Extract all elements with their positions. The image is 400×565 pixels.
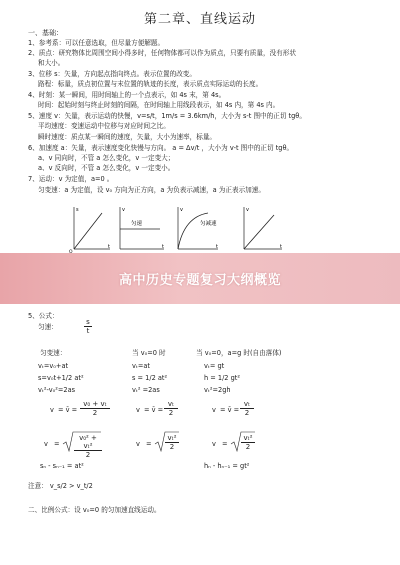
col2-heading: 当 v₀=0 时: [132, 349, 166, 357]
fraction-denominator: 2: [169, 443, 175, 451]
fraction-denominator: t: [86, 327, 90, 335]
uniform-label: 匀速：: [38, 323, 58, 331]
axis-label-v: v: [180, 207, 183, 213]
fraction-numerator: vₜ²: [243, 434, 253, 442]
mid-velocity-v: v: [212, 406, 216, 414]
text-line: 2、质点：研究物体比周围空间小得多时，任何物体都可以作为质点，只要有质量，没有形状: [28, 49, 296, 57]
text-line: 时间：起始时刻与终止时刻的间隔，在时间轴上用线段表示，如 4s 内，第 4s 内。: [38, 101, 280, 109]
text-line: 匀变速：a 为定值，设 v₀ 方向为正方向，a 为负表示减速，a 为正表示加速。: [38, 186, 265, 194]
fraction-numerator: vₜ: [243, 400, 251, 408]
formula-cell: vₜ²=2gh: [204, 386, 231, 394]
axis-label-o: O: [69, 250, 73, 253]
formula-cell: vₜ=v₀+at: [38, 362, 69, 370]
mid-velocity-fraction: [240, 400, 254, 417]
graph-st-uniform: [69, 207, 110, 253]
graph-label-uniform: 匀速: [131, 221, 143, 227]
pos-velocity-v: v: [44, 440, 48, 448]
formula-cell: vₜ=at: [132, 362, 150, 370]
section-heading-basics: 一、基础：: [28, 29, 63, 37]
pos-velocity-fraction: [165, 434, 179, 451]
fraction-numerator: v₀² + vₜ²: [79, 434, 97, 450]
formula-cell: vₜ² =2as: [132, 386, 160, 394]
formula-cell: vₜ= gt: [204, 362, 225, 370]
text-line: 6、加速度 a：矢量，表示速度变化快慢与方向。 a = Δv/t ，大小为 v-t 图中的正切 tgθ。: [28, 144, 294, 152]
graph-label-decel: 匀减速: [200, 221, 217, 227]
formula-cell: hₙ - hₙ₋₁ = gt²: [204, 462, 250, 470]
section-heading-ratios: 二、比例公式：设 v₀=0 的匀加速直线运动。: [28, 506, 161, 514]
formula-cell: vₜ²-v₀²=2as: [38, 386, 76, 394]
fraction-numerator: vₜ: [167, 400, 175, 408]
fraction-denominator: 2: [244, 409, 250, 417]
col1-heading: 匀变速：: [40, 349, 67, 357]
axis-label-t: t: [280, 244, 282, 250]
fraction-denominator: 2: [168, 409, 174, 417]
title-banner: [0, 253, 400, 304]
axis-label-v: v: [122, 207, 125, 213]
mid-velocity-fraction: [80, 400, 110, 417]
pos-velocity-fraction: [74, 434, 102, 459]
graph-vt-decel: [244, 207, 282, 250]
motion-graphs: [68, 203, 298, 253]
text-line: a、v 反向时，不管 a 怎么变化，v 一定变小。: [38, 164, 175, 172]
formula-cell: s=v₀t+1/2 at²: [38, 374, 84, 382]
axis-label-v: v: [246, 207, 249, 213]
pos-velocity-eq: =: [222, 440, 228, 448]
axis-label-t: t: [108, 244, 110, 250]
formula-cell: h = 1/2 gt²: [204, 374, 241, 382]
text-line: 路程：标量，质点初位置与末位置的轨迹的长度，表示质点实际运动的长度。: [38, 80, 263, 88]
text-line: 7、运动：v 为定值，a=0 。: [28, 175, 114, 183]
text-line: 3、位移 s：矢量，方向起点指向终点。表示位置的改变。: [28, 70, 196, 78]
mid-velocity-eq: = v̄ =: [144, 406, 164, 414]
text-line: 4、时刻：某一瞬间，用时间轴上的一个点表示，如 4s 末，第 4s。: [28, 91, 226, 99]
axis-label-t: t: [162, 244, 164, 250]
fraction-denominator: 2: [92, 409, 98, 417]
text-line: 5、速度 v：矢量，表示运动的快慢，v=s/t，1m/s = 3.6km/h，大小为 s-t 图中的正切 tgθ。: [28, 112, 306, 120]
fraction-denominator: 2: [245, 443, 251, 451]
pos-velocity-v: v: [212, 440, 216, 448]
note-line: 注意： v_s/2 > v_t/2: [28, 482, 93, 490]
pos-velocity-v: v: [136, 440, 140, 448]
pos-velocity-fraction: [241, 434, 255, 451]
text-line: a、v 同向时，不管 a 怎么变化，v 一定变大；: [38, 154, 175, 162]
section-heading-formulas: 5、公式：: [28, 312, 59, 320]
mid-velocity-v: v: [136, 406, 140, 414]
col3-heading: 当 v₀=0，a=g 时(自由落体): [196, 349, 282, 357]
pos-velocity-eq: =: [54, 440, 60, 448]
fraction-numerator: s: [86, 318, 90, 326]
text-line: 1、参考系：可以任意选取，但尽量方便解题。: [28, 39, 165, 47]
mid-velocity-fraction: [164, 400, 178, 417]
text-line: 瞬时速度：质点某一瞬间的速度，矢量，大小为速率，标量。: [38, 133, 217, 141]
axis-label-s: s: [76, 207, 79, 213]
fraction-numerator: vₜ²: [167, 434, 177, 442]
banner-text: 高中历史专题复习大纲概览: [118, 273, 281, 288]
formula-cell: s = 1/2 at²: [132, 374, 168, 382]
text-line: 平均速度：变速运动中位移与对应时间之比。: [38, 122, 170, 130]
mid-velocity-eq: = v̄ =: [58, 406, 78, 414]
mid-velocity-eq: = v̄ =: [220, 406, 240, 414]
fraction-denominator: 2: [85, 451, 91, 459]
formula-cell: sₙ - sₙ₋₁ = at²: [40, 462, 84, 470]
axis-label-t: t: [216, 244, 218, 250]
graph-vt-uniform: [120, 207, 164, 250]
pos-velocity-eq: =: [146, 440, 152, 448]
text-line: 和大小。: [38, 59, 65, 67]
mid-velocity-v: v: [50, 406, 54, 414]
uniform-fraction: [84, 318, 92, 335]
graph-vt-accel: [178, 207, 218, 250]
fraction-numerator: v₀ + vₜ: [83, 400, 107, 408]
page-title: 第二章、直线运动: [143, 12, 256, 27]
